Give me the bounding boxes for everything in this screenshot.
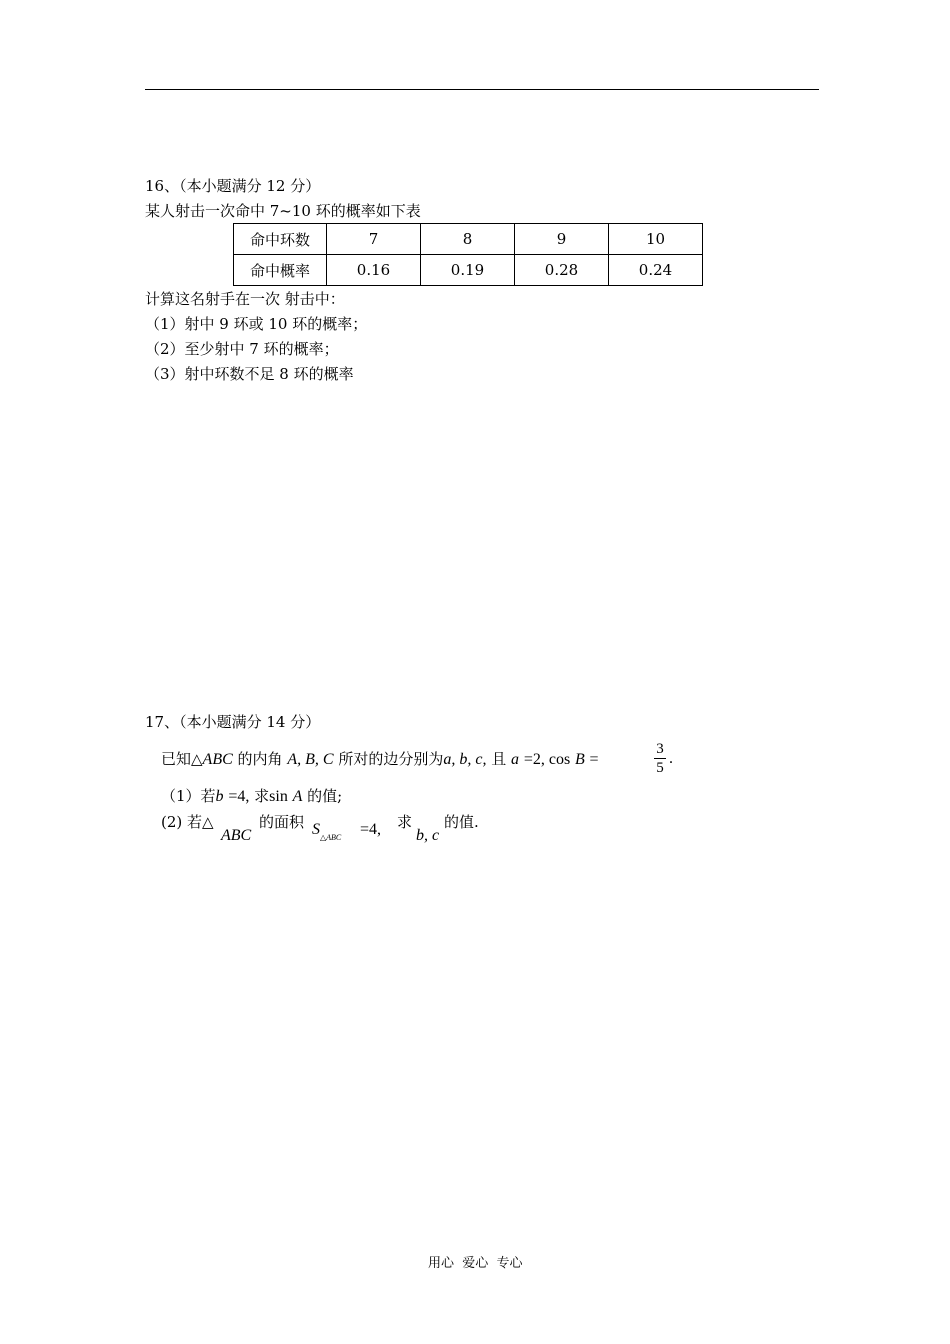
text: 求	[254, 787, 270, 805]
q16-part-2: （2）至少射中 7 环的概率；	[145, 340, 339, 358]
table-cell: 7	[327, 224, 421, 255]
q17-heading: 17、（本小题满分 14 分）	[145, 713, 321, 731]
page-footer: 用心 爱心 专心	[428, 1256, 523, 1271]
text: （1）若	[161, 787, 216, 805]
q16-lead: 计算这名射手在一次 射击中：	[145, 290, 345, 308]
text: 且	[491, 750, 507, 768]
math-angles: A, B, C	[287, 751, 334, 768]
fraction-numerator: 3	[656, 741, 664, 757]
math-sin: sin	[269, 788, 288, 805]
math-area-symbol	[312, 820, 341, 842]
math-triangle-abc: ABC	[202, 751, 233, 768]
text: 的面积	[259, 813, 305, 831]
text: 的内角	[237, 750, 283, 768]
math-subscript: △ABC	[320, 833, 342, 842]
table-row	[234, 255, 703, 286]
text: 的值.	[444, 813, 479, 831]
table-row-label: 命中环数	[234, 224, 327, 255]
probability-table	[233, 223, 703, 286]
math-a: a	[511, 751, 520, 768]
q16-intro: 某人射击一次命中 7~10 环的概率如下表	[145, 202, 421, 220]
q16-part-3: （3）射中环数不足 8 环的概率	[145, 365, 354, 383]
fraction-denominator: 5	[656, 760, 664, 776]
table-cell: 0.16	[327, 255, 421, 286]
q16-heading: 16、（本小题满分 12 分）	[145, 177, 321, 195]
math-equals: =	[589, 751, 599, 768]
math-period: .	[669, 750, 673, 767]
table-cell: 9	[515, 224, 609, 255]
math-equals-four-2: =4,	[360, 821, 382, 838]
math-b-angle: B	[574, 751, 585, 768]
math-cos: =2, cos	[523, 751, 571, 768]
table-cell: 8	[421, 224, 515, 255]
text: 的值;	[307, 787, 343, 805]
math-triangle-abc-2: ABC	[221, 827, 252, 844]
q16-part-1: （1）射中 9 环或 10 环的概率；	[145, 315, 368, 333]
table-cell: 0.24	[609, 255, 703, 286]
math-sides: a, b, c,	[443, 751, 487, 768]
math-bc: b, c	[416, 827, 440, 844]
math-s: S	[312, 821, 320, 838]
table-cell: 0.28	[515, 255, 609, 286]
text: 已知△	[161, 750, 203, 768]
math-a-angle: A	[292, 788, 303, 805]
table-cell: 0.19	[421, 255, 515, 286]
table-row	[234, 224, 703, 255]
text: 所对的边分别为	[338, 750, 444, 768]
header-rule	[145, 89, 819, 90]
q17-statement	[161, 749, 599, 770]
math-b: b	[215, 788, 224, 805]
fraction-three-fifths	[654, 740, 666, 777]
q17-part-1	[161, 786, 342, 807]
q17-part-2	[161, 812, 214, 832]
table-cell: 10	[609, 224, 703, 255]
text: (2) 若△	[161, 813, 214, 831]
table-row-label: 命中概率	[234, 255, 327, 286]
math-equals-four: =4,	[228, 788, 250, 805]
text: 求	[397, 813, 413, 831]
